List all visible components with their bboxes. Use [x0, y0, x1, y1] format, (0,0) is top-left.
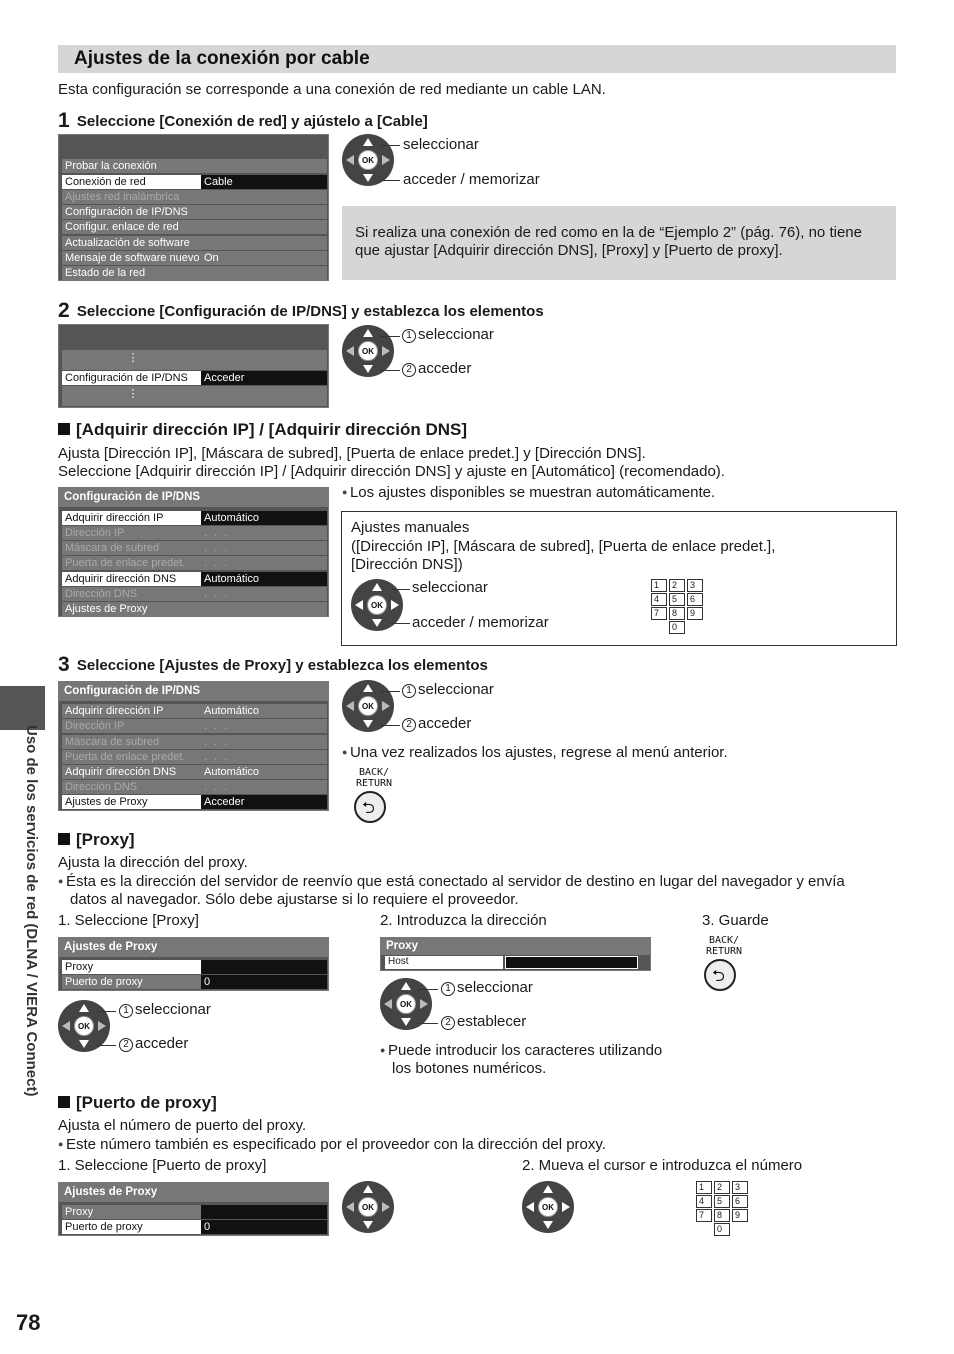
select-label: seleccionar	[403, 136, 479, 153]
port-bullet: ● Este número también es especificado por el proveedor con la dirección del proxy.	[58, 1136, 606, 1155]
select-label: seleccionar	[412, 579, 488, 596]
cursor-dial-icon	[522, 1181, 574, 1233]
proxy-sub2: 2. Introduzca la dirección	[380, 912, 547, 929]
return-note: ● Una vez realizados los ajustes, regrese al menú anterior.	[342, 744, 728, 763]
host-input[interactable]	[505, 956, 638, 969]
ipdns-entry-menu: ⋮ Configuración de IP/DNS Acceder ⋮	[58, 324, 329, 408]
note-box	[342, 206, 896, 280]
enter-store-label: acceder / memorizar	[412, 614, 549, 631]
menu-title: Configuración de IP/DNS	[59, 488, 328, 507]
step-3	[58, 652, 488, 676]
back-return-button-icon: BACK/ RETURN ⮌	[354, 767, 394, 825]
step-1-number: 1	[58, 109, 70, 132]
step-3-number: 3	[58, 653, 70, 676]
page-number: 78	[16, 1310, 41, 1335]
circled-2-icon: 2	[402, 363, 416, 377]
enter-label: 2 acceder	[402, 360, 471, 378]
proxy-bullet-line1: ● Ésta es la dirección del servidor de reenvío que está conectado al servidor de destino en lugar del navegador y envía	[58, 873, 845, 892]
note-text: Si realiza una conexión de red como en la de “Ejemplo 2” (pág. 76), no tiene que ajustar [Adquirir dirección DNS], [Proxy] y [Puerto de proxy].	[355, 224, 862, 259]
step-2	[58, 298, 544, 322]
manual-settings-box	[341, 511, 897, 646]
circled-1-icon: 1	[441, 982, 455, 996]
step-1	[58, 108, 428, 132]
number-keypad-icon: 1 2 3 4 5 6 7 8 9 0	[696, 1181, 749, 1236]
menu-title: Ajustes de Proxy	[59, 1183, 328, 1202]
manual-line3: [Dirección DNS])	[351, 556, 463, 573]
ok-button-icon: OK	[538, 1197, 558, 1217]
circled-1-icon: 1	[119, 1004, 133, 1018]
menu-title: Ajustes de Proxy	[59, 938, 328, 957]
ok-button-icon: OK	[367, 595, 387, 615]
section-ip-line2: Seleccione [Adquirir dirección IP] / [Adquirir dirección DNS] y ajuste en [Automático] (recomendado).	[58, 463, 725, 480]
manual-line2: ([Dirección IP], [Máscara de subred], [Puerta de enlace predet.],	[351, 538, 776, 555]
square-bullet-icon	[58, 1096, 70, 1108]
menu-title: Configuración de IP/DNS	[59, 682, 328, 701]
cursor-dial-icon	[342, 134, 394, 186]
circled-2-icon: 2	[402, 718, 416, 732]
proxy-heading: [Proxy]	[58, 830, 135, 850]
proxy-sub1: 1. Seleccione [Proxy]	[58, 912, 199, 929]
sidebar-tab	[0, 686, 45, 730]
ok-button-icon: OK	[358, 150, 378, 170]
proxy-sub3: 3. Guarde	[702, 912, 769, 929]
ipdns-menu: Configuración de IP/DNS Adquirir dirección IP Automático Dirección IP . . . Máscara de subred . . . Puerta de enlace predet. . . . Adquirir dirección DNS Automático Dirección DNS . . . Ajustes de Proxy	[58, 487, 329, 617]
proxy-input-panel	[380, 937, 651, 971]
enter-label: 2 acceder	[402, 715, 471, 733]
square-bullet-icon	[58, 423, 70, 435]
port-sub1: 1. Seleccione [Puerto de proxy]	[58, 1157, 267, 1174]
establish-label: 2 establecer	[441, 1013, 526, 1031]
enter-label: 2 acceder	[119, 1035, 188, 1053]
section-ip-line1: Ajusta [Dirección IP], [Máscara de subred], [Puerta de enlace predet.] y [Dirección DNS].	[58, 445, 646, 462]
select-label: 1 seleccionar	[119, 1001, 211, 1019]
section-title-bar	[58, 45, 896, 73]
proxy-settings-menu: Ajustes de Proxy Proxy Puerto de proxy 0	[58, 937, 329, 991]
back-return-button-icon: BACK/ RETURN ⮌	[704, 935, 744, 993]
circled-2-icon: 2	[119, 1038, 133, 1052]
enter-store-label: acceder / memorizar	[403, 171, 540, 188]
select-label: 1 seleccionar	[441, 979, 533, 997]
ok-button-icon: OK	[74, 1016, 94, 1036]
ok-button-icon: OK	[396, 994, 416, 1014]
ipdns-proxy-menu: Configuración de IP/DNS Adquirir dirección IP Automático Dirección IP . . . Máscara de subred . . . Puerta de enlace predet. . . . Adquirir dirección DNS Automático Dirección DNS . . . Ajustes de Proxy Acceder	[58, 681, 329, 811]
proxy-note-line2: los botones numéricos.	[392, 1060, 547, 1077]
step-1-text: Seleccione [Conexión de red] y ajústelo a [Cable]	[76, 113, 428, 130]
ok-button-icon: OK	[358, 1197, 378, 1217]
intro-text: Esta configuración se corresponde a una conexión de red mediante un cable LAN.	[58, 81, 606, 98]
input-title: Proxy	[381, 938, 650, 955]
proxy-note-line1: ● Puede introducir los caracteres utilizando	[380, 1042, 662, 1061]
port-sub2: 2. Mueva el cursor e introduzca el número	[522, 1157, 803, 1174]
number-keypad-icon: 1 2 3 4 5 6 7 8 9 0	[651, 579, 704, 634]
port-settings-menu: Ajustes de Proxy Proxy Puerto de proxy 0	[58, 1182, 329, 1236]
step-3-text: Seleccione [Ajustes de Proxy] y establezca los elementos	[76, 657, 488, 674]
ok-button-icon: OK	[358, 696, 378, 716]
sidebar-section-label: Uso de los servicios de red (DLNA / VIERA Connect)	[23, 725, 40, 1097]
step-2-text: Seleccione [Configuración de IP/DNS] y establezca los elementos	[76, 303, 544, 320]
circled-1-icon: 1	[402, 329, 416, 343]
circled-1-icon: 1	[402, 684, 416, 698]
host-label: Host	[385, 956, 503, 969]
cursor-dial-icon	[342, 1181, 394, 1233]
port-heading: [Puerto de proxy]	[58, 1093, 217, 1113]
square-bullet-icon	[58, 833, 70, 845]
select-label: 1 seleccionar	[402, 681, 494, 699]
proxy-desc: Ajusta la dirección del proxy.	[58, 854, 248, 871]
step-2-number: 2	[58, 299, 70, 322]
proxy-bullet-line2: datos al navegador. Sólo debe ajustarse si lo requiere el proveedor.	[70, 891, 519, 908]
manual-line1: Ajustes manuales	[351, 519, 470, 536]
page-title: Ajustes de la conexión por cable	[74, 48, 370, 69]
section-ip-heading: [Adquirir dirección IP] / [Adquirir dirección DNS]	[58, 420, 467, 440]
auto-note: ● Los ajustes disponibles se muestran automáticamente.	[342, 484, 715, 503]
circled-2-icon: 2	[441, 1016, 455, 1030]
ok-button-icon: OK	[358, 341, 378, 361]
port-desc: Ajusta el número de puerto del proxy.	[58, 1117, 307, 1134]
network-menu: Probar la conexión Conexión de red Cable Ajustes red inalámbrica Configuración de IP/DNS Configur. enlace de red Actualización de software Mensaje de software nuevo On Estado de la red	[58, 134, 329, 281]
select-label: 1 seleccionar	[402, 326, 494, 344]
